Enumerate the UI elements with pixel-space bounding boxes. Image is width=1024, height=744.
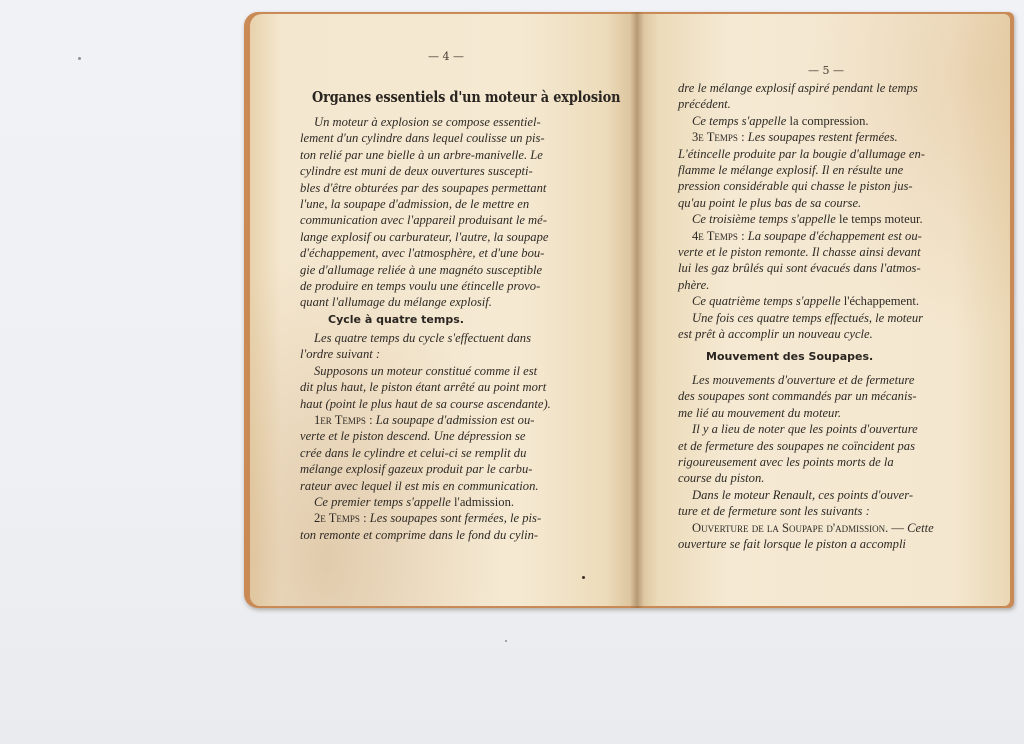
- text-line: Les quatre temps du cycle s'effectuent dans: [314, 331, 531, 345]
- text-line: course du piston.: [678, 471, 765, 486]
- text-line: L'étincelle produite par la bougie d'allumage en-: [678, 146, 925, 161]
- text-line: [300, 510, 632, 526]
- text-line: dit plus haut, le piston étant arrêté au point mort: [300, 380, 547, 395]
- text-line: rigoureusement avec les points morts de la: [678, 455, 894, 470]
- text-span: La soupape d'admission est ou-: [375, 413, 535, 428]
- text-line: lui les gaz brûlés qui sont évacués dans l'atmos-: [678, 261, 921, 276]
- ink-spot: [582, 576, 585, 579]
- text-line: mélange explosif gazeux produit par le carbu-: [300, 462, 533, 477]
- ouverture-label: Ouverture de la Soupape d'admission. —: [692, 520, 904, 535]
- text-line: Dans le moteur Renault, ces points d'ouver-: [692, 487, 914, 502]
- text-line: des soupapes sont commandés par un mécanis-: [678, 389, 917, 404]
- section-heading-cycle: Cycle à quatre temps.: [328, 313, 464, 326]
- text-span: La soupape d'échappement est ou-: [747, 228, 922, 243]
- text-line: qu'au point le plus bas de sa course.: [678, 195, 862, 210]
- text-line: d'échappement, avec l'atmosphère, et d'une bou-: [300, 246, 545, 261]
- right-page: [636, 14, 1010, 606]
- page-title: Organes essentiels d'un moteur à explosion: [312, 88, 621, 106]
- term: l'échappement.: [843, 294, 920, 309]
- text-line: ouverture se fait lorsque le piston a accompli: [678, 537, 906, 552]
- dust-speck: [78, 57, 81, 60]
- text-line: gie d'allumage reliée à une magnéto susceptible: [300, 262, 543, 277]
- right-text-top: [678, 80, 1004, 343]
- text-line: bles d'être obturées par des soupapes permettant: [300, 180, 547, 195]
- open-book: [244, 12, 1014, 608]
- text-line: phère.: [678, 277, 710, 292]
- text-span: Ce troisième temps s'appelle: [692, 212, 836, 227]
- text-line: haut (point le plus haut de sa course ascendante).: [300, 396, 551, 411]
- section-heading-soupapes: Mouvement des Soupapes.: [706, 350, 874, 363]
- text-line: de produire en temps voulu une étincelle provo-: [300, 279, 541, 294]
- text-line: dre le mélange explosif aspiré pendant le temps: [678, 81, 918, 95]
- text-line: lange explosif ou carburateur, l'autre, la soupape: [300, 229, 549, 244]
- text-span: Les soupapes restent fermées.: [747, 130, 898, 145]
- text-line: précédent.: [678, 97, 731, 112]
- text-line: rateur avec lequel il est mis en communication.: [300, 478, 539, 493]
- text-line: Il y a lieu de noter que les points d'ouverture: [692, 422, 918, 437]
- page-number-left: — 4 —: [428, 50, 464, 63]
- text-line: flamme le mélange explosif. Il en résulte une: [678, 163, 904, 178]
- text-line: [300, 412, 632, 428]
- temps-label: 2e Temps :: [314, 511, 367, 526]
- text-line: [678, 228, 1004, 244]
- text-line: Une fois ces quatre temps effectués, le moteur: [692, 310, 924, 325]
- text-span: Ce temps s'appelle: [692, 113, 787, 128]
- text-line: me lié au mouvement du moteur.: [678, 405, 841, 420]
- text-line: verte et le piston descend. Une dépression se: [300, 429, 526, 444]
- text-line: Supposons un moteur constitué comme il est: [314, 363, 538, 378]
- text-line: l'ordre suivant :: [300, 347, 381, 362]
- text-line: Les mouvements d'ouverture et de fermeture: [692, 373, 915, 387]
- text-line: pression considérable qui chasse le piston jus-: [678, 179, 913, 194]
- text-line: ton remonte et comprime dans le fond du cylin-: [300, 527, 539, 542]
- temps-label: 1er Temps :: [314, 413, 373, 428]
- text-line: et de fermeture des soupapes ne coïncident pas: [678, 438, 916, 453]
- text-line: ture et de fermeture sont les suivants :: [678, 504, 870, 519]
- cycle-paragraph: [300, 330, 632, 543]
- term: l'admission.: [454, 495, 515, 510]
- text-line: ton relié par une bielle à un arbre-manivelle. Le: [300, 147, 543, 162]
- text-span: Les soupapes sont fermées, le pis-: [369, 511, 542, 526]
- dust-speck: [505, 640, 507, 642]
- left-page: [250, 14, 636, 606]
- text-span: Cette: [907, 520, 934, 535]
- temps-label: 4e Temps :: [692, 228, 745, 243]
- temps-label: 3e Temps :: [692, 130, 745, 145]
- text-line: [678, 113, 1004, 129]
- text-line: [300, 494, 632, 510]
- text-line: verte et le piston remonte. Il chasse ainsi devant: [678, 245, 921, 260]
- text-span: Ce premier temps s'appelle: [314, 495, 451, 510]
- text-line: [678, 129, 1004, 145]
- term: la compression.: [789, 113, 869, 128]
- text-line: quant l'allumage du mélange explosif.: [300, 295, 492, 310]
- intro-paragraph: [300, 114, 632, 311]
- text-span: Ce quatrième temps s'appelle: [692, 294, 841, 309]
- text-line: lement d'un cylindre dans lequel coulisse un pis-: [300, 131, 545, 146]
- text-line: [678, 520, 1004, 536]
- text-line: l'une, la soupape d'admission, de le mettre en: [300, 197, 530, 212]
- right-text-bottom: [678, 372, 1004, 552]
- text-line: [678, 211, 1004, 227]
- text-line: est prêt à accomplir un nouveau cycle.: [678, 327, 873, 342]
- term: le temps moteur.: [839, 212, 923, 227]
- text-line: crée dans le cylindre et celui-ci se remplit du: [300, 445, 527, 460]
- page-number-right: — 5 —: [808, 64, 844, 77]
- text-line: cylindre est muni de deux ouvertures suscepti-: [300, 164, 533, 179]
- text-line: Un moteur à explosion se compose essentiel-: [314, 115, 541, 129]
- text-line: [678, 293, 1004, 309]
- text-line: communication avec l'appareil produisant le mé-: [300, 213, 547, 228]
